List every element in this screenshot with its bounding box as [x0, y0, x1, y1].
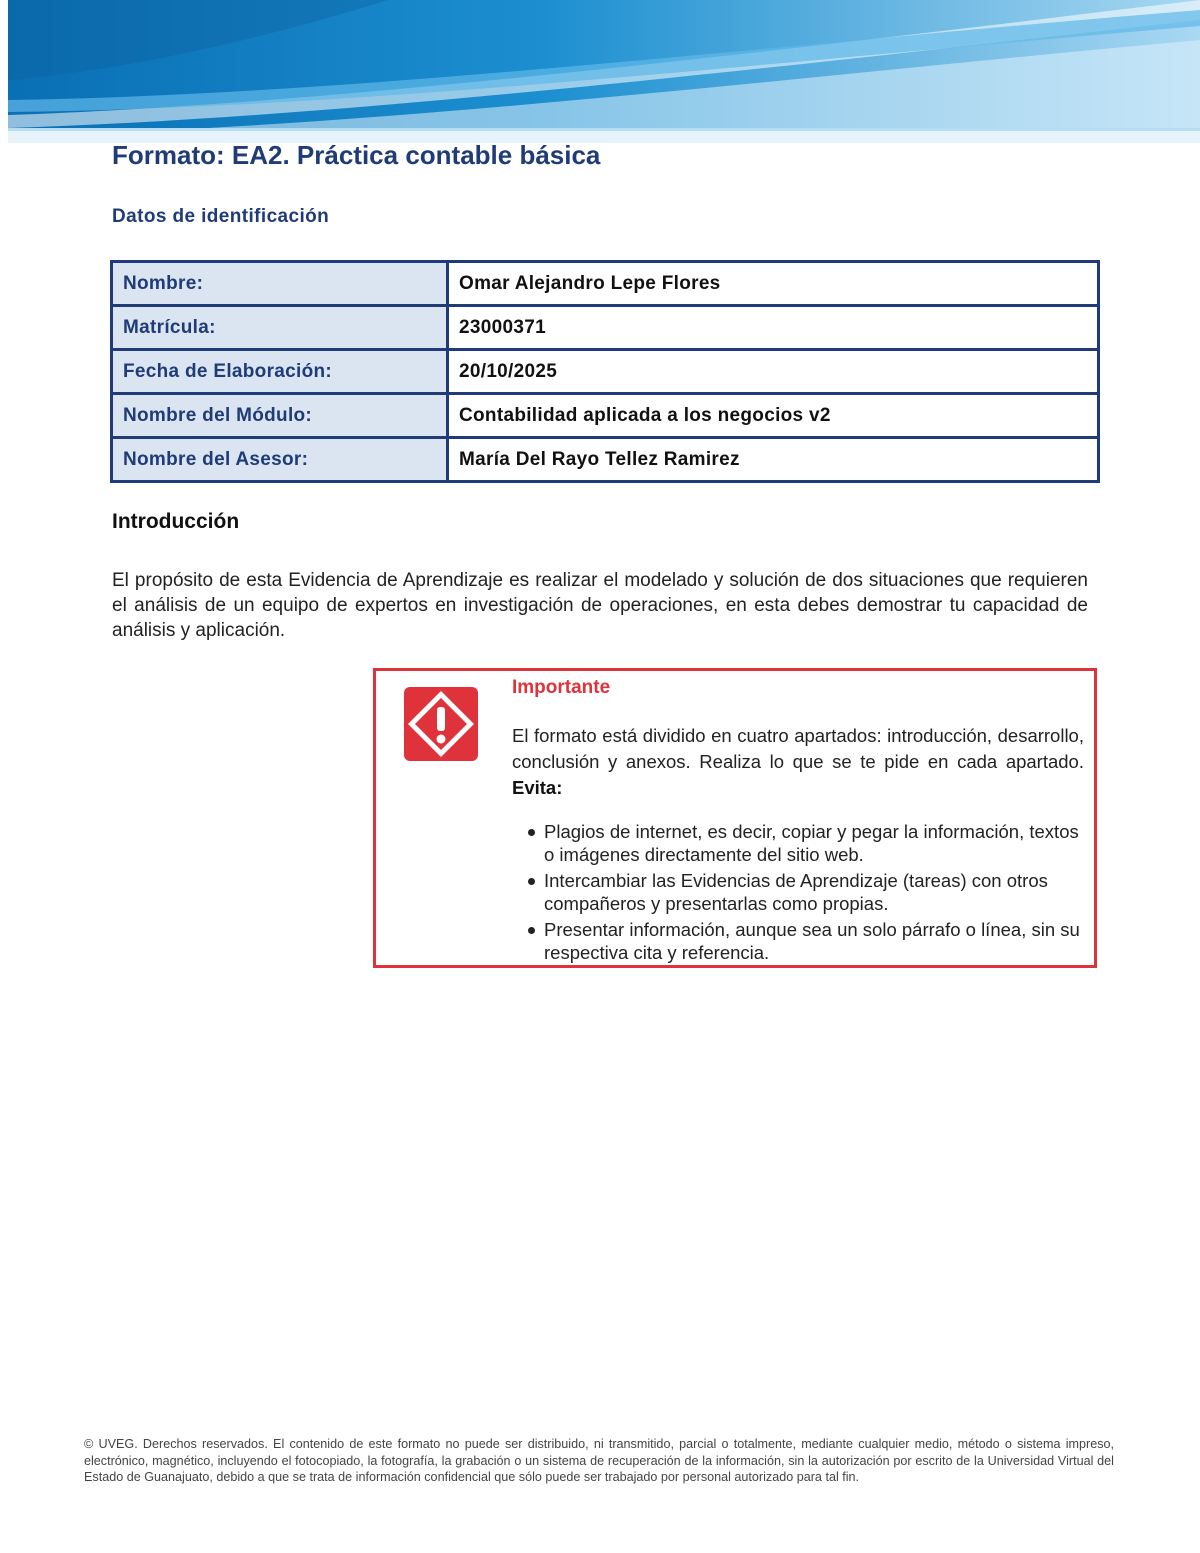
list-item [524, 821, 1086, 866]
copyright-footer: © UVEG. Derechos reservados. El contenido de este formato no puede ser distribuido, ni transmitido, parcial o totalmente, mediante cualquier medio, método o sistema impreso, electrónico, magnético, incluyendo el fotocopiado, la fotografía, la grabación o un sistema de recuperación de la información, sin la autorización por escrito de la Universidad Virtual del Estado de Guanajuato, debido a que se trata de información confidencial que sólo puede ser trabajado por personal autorizado para tal fin. [84, 1437, 1114, 1484]
list-item-text: Intercambiar las Evidencias de Aprendizaje (tareas) con otros compañeros y presentarlas como propias. [544, 870, 1048, 914]
avoid-label: Evita: [512, 777, 563, 798]
list-item [524, 870, 1086, 915]
list-item [524, 919, 1086, 964]
identification-table [110, 260, 1100, 483]
bullet-icon [528, 927, 535, 934]
bullet-icon [528, 829, 535, 836]
list-item-text: Plagios de internet, es decir, copiar y pegar la información, textos o imágenes directamente del sitio web. [544, 821, 1079, 865]
row-label: Nombre del Asesor: [112, 438, 448, 482]
list-item-text: Presentar información, aunque sea un solo párrafo o línea, sin su respectiva cita y referencia. [544, 919, 1080, 963]
table-row [112, 394, 1099, 438]
table-row [112, 350, 1099, 394]
table-row [112, 262, 1099, 306]
table-row [112, 438, 1099, 482]
warning-icon [404, 687, 478, 761]
notice-body: El formato está dividido en cuatro apartados: introducción, desarrollo, conclusión y anexos. Realiza lo que se te pide en cada apartado. [512, 725, 1084, 772]
identification-heading: Datos de identificación [112, 206, 330, 227]
row-value: 20/10/2025 [448, 350, 1099, 394]
page-title: Formato: EA2. Práctica contable básica [112, 140, 601, 170]
row-value: Contabilidad aplicada a los negocios v2 [448, 394, 1099, 438]
table-row [112, 306, 1099, 350]
row-label: Nombre: [112, 262, 448, 306]
notice-title: Importante [512, 677, 611, 698]
important-notice [373, 668, 1097, 968]
bullet-icon [528, 878, 535, 885]
row-label: Nombre del Módulo: [112, 394, 448, 438]
row-value: 23000371 [448, 306, 1099, 350]
row-label: Fecha de Elaboración: [112, 350, 448, 394]
notice-text [512, 723, 1084, 801]
row-value: María Del Rayo Tellez Ramirez [448, 438, 1099, 482]
intro-heading: Introducción [112, 510, 240, 533]
avoid-list [524, 821, 1086, 968]
row-value: Omar Alejandro Lepe Flores [448, 262, 1099, 306]
row-label: Matrícula: [112, 306, 448, 350]
intro-paragraph: El propósito de esta Evidencia de Aprendizaje es realizar el modelado y solución de dos situaciones que requieren el análisis de un equipo de expertos en investigación de operaciones, en esta debes demostrar tu capacidad de análisis y aplicación. [112, 570, 1088, 641]
header-banner [8, 0, 1200, 143]
